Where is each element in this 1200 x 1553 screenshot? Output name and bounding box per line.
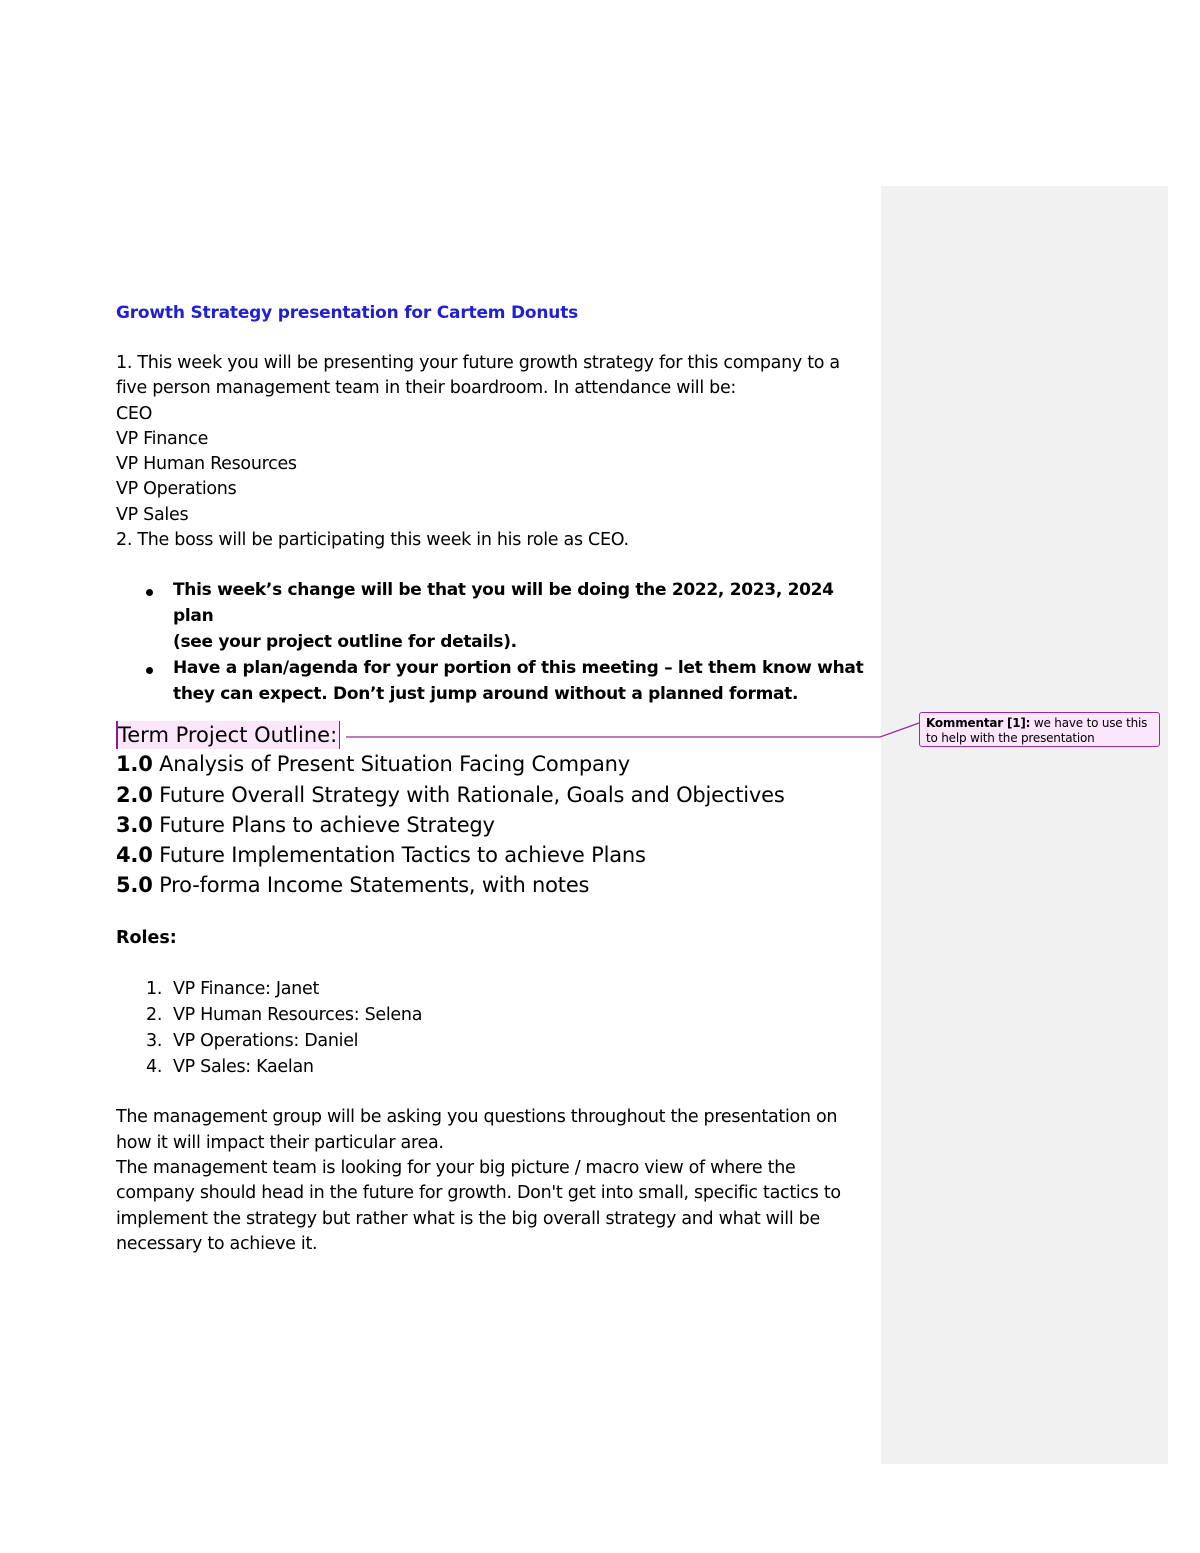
outline-item-text: Future Overall Strategy with Rationale, Goals and Objectives [152,782,785,807]
role-number: 2. [146,1005,163,1026]
attendee-vp-sales: VP Sales [116,504,189,525]
outline-item-text: Future Implementation Tactics to achieve Plans [152,842,646,867]
outline-item-text: Analysis of Present Situation Facing Company [152,752,630,777]
closing-line: company should head in the future for growth. Don't get into small, specific tactics to [116,1183,841,1204]
attendee-ceo: CEO [116,403,153,424]
comment-text: to help with the presentation [926,730,1095,745]
intro-line: five person management team in their boardroom. In attendance will be: [116,378,737,399]
role-number: 3. [146,1031,163,1052]
closing-line: necessary to achieve it. [116,1233,318,1254]
comment-balloon[interactable] [919,712,1160,747]
comment-connector-line [346,723,919,737]
comment-author: Kommentar [1]: [926,716,1031,730]
outline-item-text: Pro-forma Income Statements, with notes [152,873,590,898]
closing-line: The management group will be asking you questions throughout the presentation on [116,1107,838,1128]
outline-item-number: 4.0 [116,842,153,867]
attendee-vp-hr: VP Human Resources [116,454,297,475]
attendee-vp-finance: VP Finance [116,428,209,449]
attendee-vp-operations: VP Operations [116,479,237,500]
role-text: VP Sales: Kaelan [173,1057,314,1078]
role-number: 4. [146,1057,163,1078]
intro-line: 1. This week you will be presenting your future growth strategy for this company to a [116,353,840,373]
closing-line: The management team is looking for your big picture / macro view of where the [116,1157,796,1178]
outline-item-number: 5.0 [116,873,153,898]
role-number: 1. [146,979,163,1000]
closing-line: implement the strategy but rather what is the big overall strategy and what will be [116,1208,820,1229]
document-title: Growth Strategy presentation for Cartem Donuts [116,303,579,323]
bullet-line: Have a plan/agenda for your portion of this meeting – let them know what [173,657,864,678]
outline-item-number: 1.0 [116,752,153,777]
closing-line: how it will impact their particular area. [116,1132,444,1153]
bullet-line: This week’s change will be that you will be doing the 2022, 2023, 2024 plan [173,580,834,627]
outline-item-number: 2.0 [116,782,153,807]
outline-heading[interactable]: Term Project Outline: [116,721,340,749]
intro-line: 2. The boss will be participating this week in his role as CEO. [116,530,629,551]
bullet-line: (see your project outline for details). [173,631,517,652]
bullet-line: they can expect. Don’t just jump around without a planned format. [173,683,799,704]
role-text: VP Human Resources: Selena [173,1005,423,1026]
role-text: VP Finance: Janet [173,979,320,1000]
comment-text: we have to use this [1030,716,1148,730]
outline-item-text: Future Plans to achieve Strategy [152,812,495,837]
role-text: VP Operations: Daniel [173,1031,359,1052]
outline-item-number: 3.0 [116,812,153,837]
roles-heading: Roles: [116,928,177,949]
